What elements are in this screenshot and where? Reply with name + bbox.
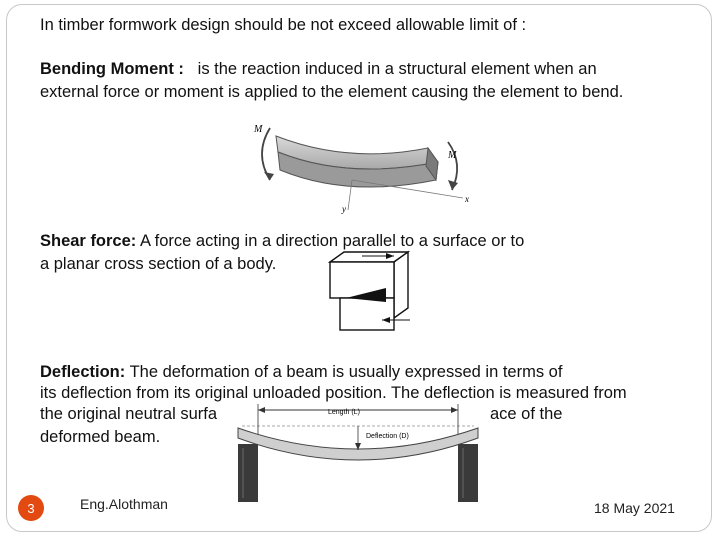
bending-definition-1: is the reaction induced in a structural element when an (197, 60, 597, 78)
shear-line-1 (40, 231, 524, 252)
moment-left-label: M (254, 124, 263, 135)
deflection-line-4: deformed beam. (40, 428, 161, 446)
axis-y-label: y (342, 204, 346, 214)
axis-x-label: x (465, 194, 469, 204)
page-number-badge: 3 (18, 495, 44, 521)
deflection-line-3b: ace of the (490, 405, 563, 423)
deflection-definition-1: The deformation of a beam is usually expressed in terms of (129, 363, 563, 381)
deflection-line-3a: the original neutral surfa (40, 405, 218, 423)
intro-text: In timber formwork design should be not exceed allowable limit of : (40, 16, 527, 34)
length-label: Length (L) (328, 409, 360, 416)
deflection-figure (232, 400, 488, 506)
footer-date: 18 May 2021 (594, 500, 675, 516)
bending-term: Bending Moment : (40, 60, 184, 78)
bending-line-1 (40, 59, 597, 80)
shear-term: Shear force: (40, 232, 137, 250)
deflection-line-2: its deflection from its original unloaded position. The deflection is measured from (40, 384, 627, 402)
deflection-term: Deflection: (40, 363, 126, 381)
shear-definition-1: A force acting in a direction parallel to a surface or to (139, 232, 525, 250)
shear-line-2: a planar cross section of a body. (40, 255, 277, 273)
bending-line-2: external force or moment is applied to the element causing the element to bend. (40, 83, 624, 101)
moment-right-label: M (448, 150, 457, 161)
footer-author: Eng.Alothman (80, 496, 168, 512)
deflection-line-1 (40, 362, 562, 383)
deflection-label: Deflection (D) (366, 433, 409, 440)
bending-moment-figure (248, 118, 476, 218)
shear-force-figure (322, 246, 414, 336)
